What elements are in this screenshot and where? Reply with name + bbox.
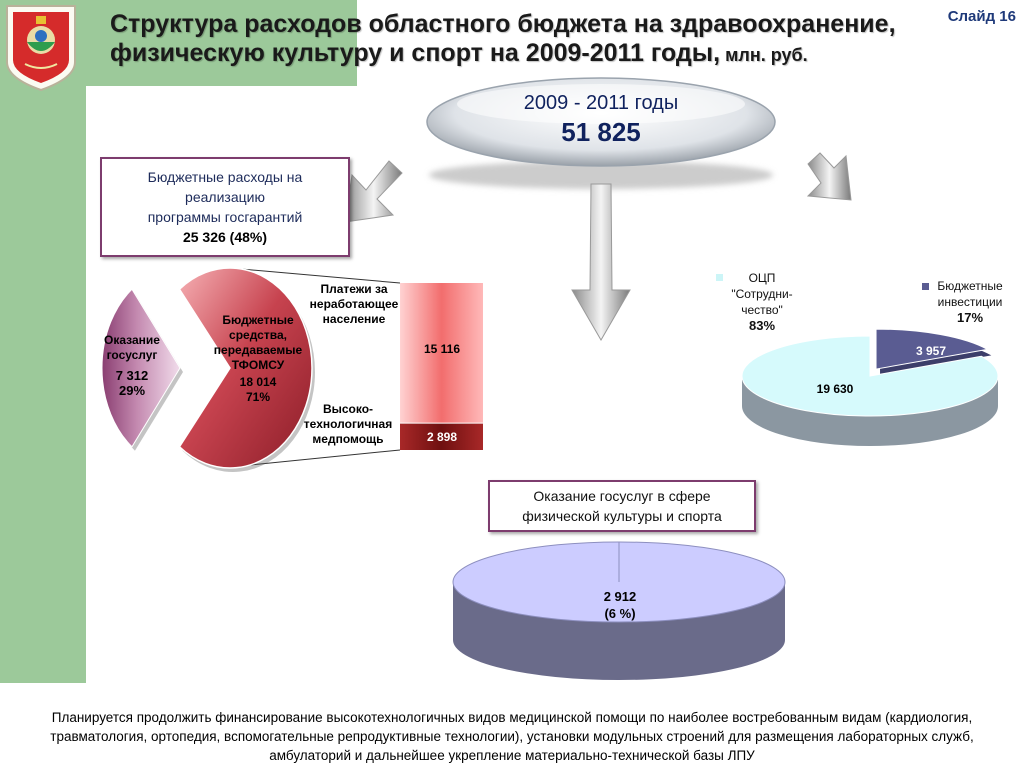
sport-line-2: физической культуры и спорта bbox=[522, 508, 722, 524]
bar2-category-label-hitech: Высоко- технологичная медпомощь bbox=[303, 402, 393, 446]
bar2-category-label-payments: Платежи за неработающее население bbox=[309, 282, 399, 326]
pie3-legend-swatch-ocp bbox=[716, 274, 723, 281]
pie4-value: 2 912 bbox=[603, 589, 637, 604]
pie3-legend-invest: Бюджетные инвестиции 17% bbox=[920, 278, 1020, 326]
pie3-legend-ocp: ОЦП "Сотрудни- чество" 83% bbox=[712, 270, 812, 334]
pie3-legend-swatch-invest bbox=[922, 283, 929, 290]
guarantees-box bbox=[100, 157, 350, 257]
bar2-value-payments: 15 116 bbox=[423, 342, 461, 356]
pie3-value-ocp: 19 630 bbox=[816, 382, 854, 396]
guarantees-line-1: Бюджетные расходы на bbox=[147, 169, 303, 185]
pie1-slice-label-tfoms: Бюджетные средства, передаваемые ТФОМСУ 18 014 71% bbox=[206, 313, 310, 405]
slide-title: Структура расходов областного бюджета на здравоохранение, физическую культуру и спорт на 2009-2011 годы, млн. руб. bbox=[110, 10, 896, 67]
footer-note: Планируется продолжить финансирование высокотехнологичных видов медицинской помощи по наиболее востребованным видам (кардиология, травматология, ортопедия, вспомогательные репродуктивные технологии), установки модульных строений для размещения лабораторных служб, амбулаторий и дальнейшее укрепление материально-технической базы ЛПУ bbox=[50, 710, 974, 763]
pie1-value-tfoms: 18 014 bbox=[239, 375, 277, 389]
pie4-pct: (6 %) bbox=[604, 606, 636, 621]
pie1-pct-tfoms: 71% bbox=[245, 390, 271, 404]
guarantees-value: 25 326 (48%) bbox=[182, 229, 268, 245]
total-block bbox=[480, 92, 722, 148]
arrow-down-icon bbox=[572, 184, 630, 340]
total-period-label: 2009 - 2011 годы bbox=[523, 92, 679, 114]
bar2-value-hitech: 2 898 bbox=[426, 430, 458, 444]
slide-number: Слайд 16 bbox=[947, 8, 1016, 25]
pie4-label bbox=[580, 588, 660, 622]
sport-line-1: Оказание госуслуг в сфере bbox=[533, 488, 711, 504]
arrow-left-icon bbox=[345, 161, 402, 222]
arrow-right-icon bbox=[808, 153, 851, 200]
guarantees-line-3: программы госгарантий bbox=[147, 209, 303, 225]
pie3-value-invest: 3 957 bbox=[915, 344, 947, 358]
pie1-value-services: 7 312 bbox=[115, 368, 149, 383]
pie1-slice-label-services: Оказание госуслуг 7 312 29% bbox=[94, 333, 170, 398]
guarantees-line-2: реализацию bbox=[185, 189, 265, 205]
sport-box bbox=[488, 480, 756, 532]
total-value: 51 825 bbox=[561, 117, 641, 147]
pie1-pct-services: 29% bbox=[118, 383, 146, 398]
